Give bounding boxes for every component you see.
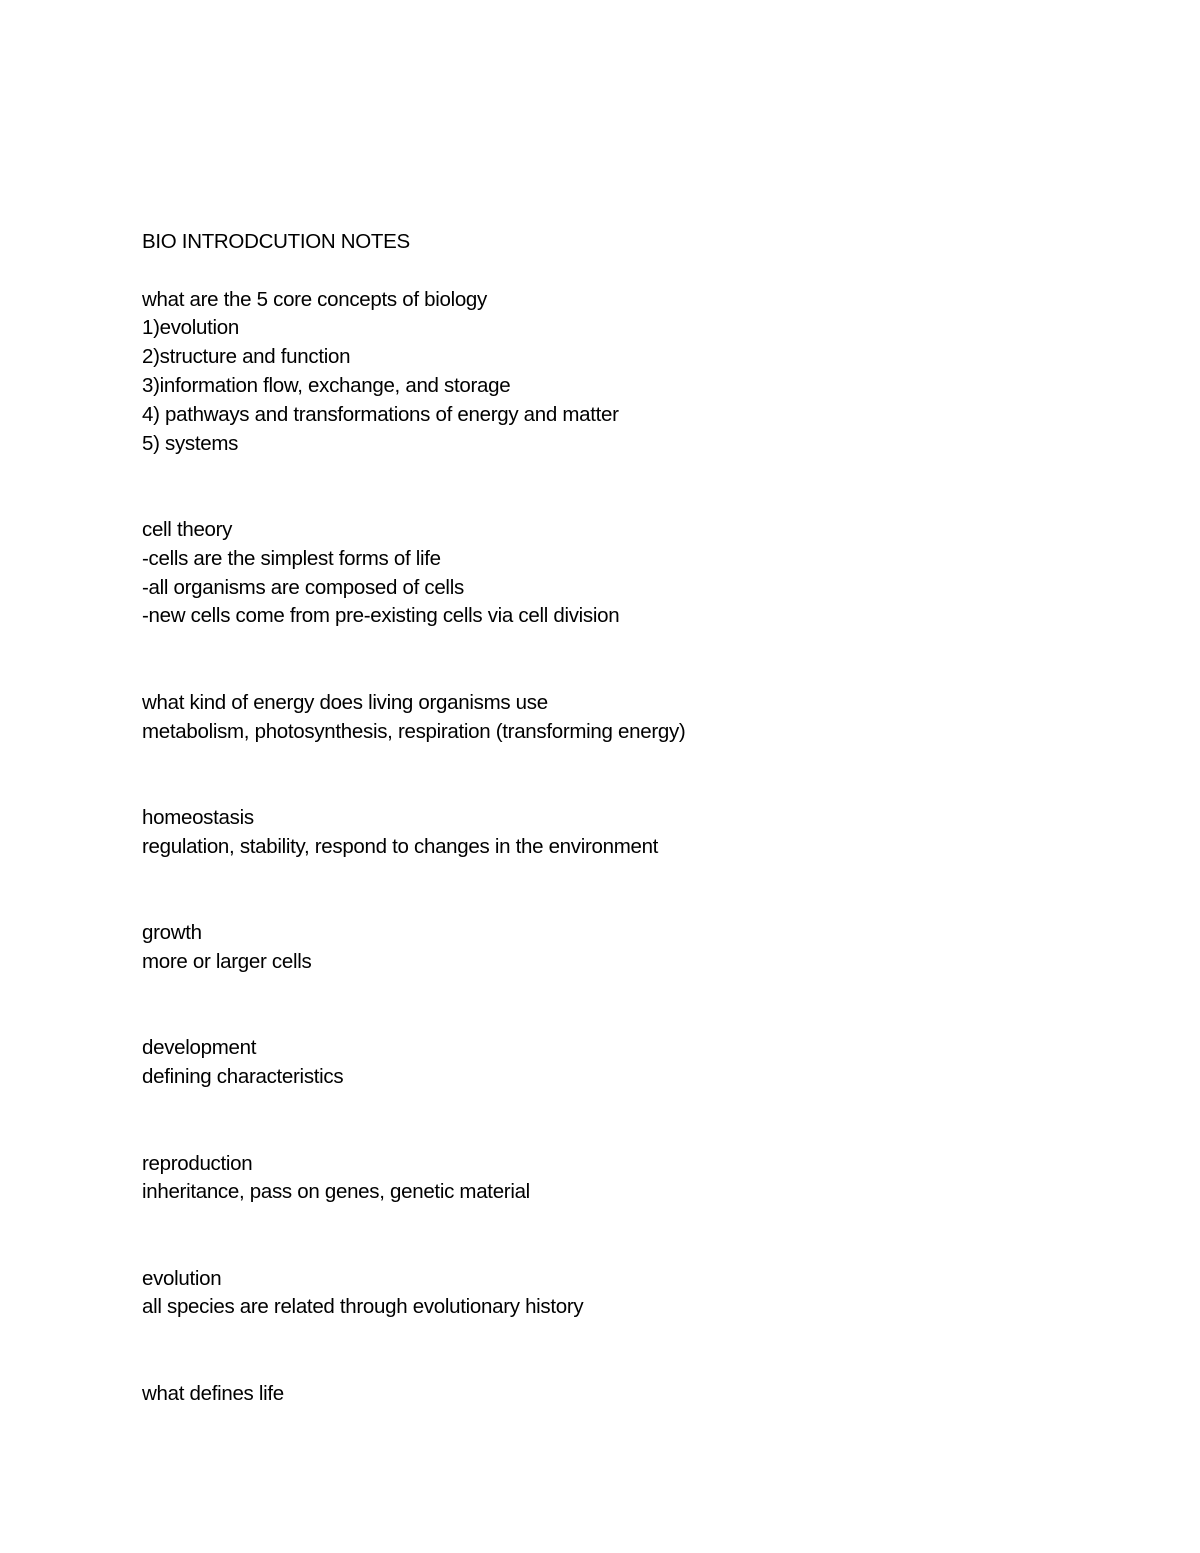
cell-theory-item: -all organisms are composed of cells <box>142 575 464 599</box>
notes-page <box>142 228 1122 1409</box>
spacer <box>142 862 1122 920</box>
core-concepts-question: what are the 5 core concepts of biology <box>142 287 487 311</box>
cell-theory-item: -new cells come from pre-existing cells via cell division <box>142 604 620 628</box>
evolution-section <box>142 1265 1122 1323</box>
homeostasis-section <box>142 804 1122 862</box>
energy-question: what kind of energy does living organisms use <box>142 690 548 714</box>
closing-question: what defines life <box>142 1381 284 1405</box>
spacer <box>142 1322 1122 1380</box>
growth-heading: growth <box>142 921 202 945</box>
homeostasis-heading: homeostasis <box>142 805 254 829</box>
spacer <box>142 1207 1122 1265</box>
core-concept-item: 2)structure and function <box>142 345 351 369</box>
spacer <box>142 746 1122 804</box>
document-title: BIO INTRODCUTION NOTES <box>142 230 410 253</box>
spacer <box>142 257 1122 286</box>
reproduction-heading: reproduction <box>142 1151 253 1175</box>
spacer <box>142 977 1122 1035</box>
core-concept-item: 5) systems <box>142 431 239 455</box>
development-section <box>142 1034 1122 1092</box>
homeostasis-text: regulation, stability, respond to changes in the environment <box>142 834 659 858</box>
spacer <box>142 458 1122 516</box>
evolution-text: all species are related through evolutionary history <box>142 1295 584 1319</box>
growth-section <box>142 919 1122 977</box>
core-concepts-section <box>142 286 1122 459</box>
development-text: defining characteristics <box>142 1065 344 1089</box>
cell-theory-heading: cell theory <box>142 517 233 541</box>
spacer <box>142 1092 1122 1150</box>
growth-text: more or larger cells <box>142 949 312 973</box>
reproduction-text: inheritance, pass on genes, genetic material <box>142 1180 530 1204</box>
development-heading: development <box>142 1036 257 1060</box>
cell-theory-item: -cells are the simplest forms of life <box>142 546 441 570</box>
evolution-heading: evolution <box>142 1266 222 1290</box>
energy-answer: metabolism, photosynthesis, respiration (transforming energy) <box>142 719 686 743</box>
core-concept-item: 3)information flow, exchange, and storage <box>142 373 511 397</box>
spacer <box>142 631 1122 689</box>
cell-theory-section <box>142 516 1122 631</box>
core-concept-item: 4) pathways and transformations of energy and matter <box>142 402 619 426</box>
reproduction-section <box>142 1150 1122 1208</box>
core-concept-item: 1)evolution <box>142 316 239 340</box>
energy-section <box>142 689 1122 747</box>
